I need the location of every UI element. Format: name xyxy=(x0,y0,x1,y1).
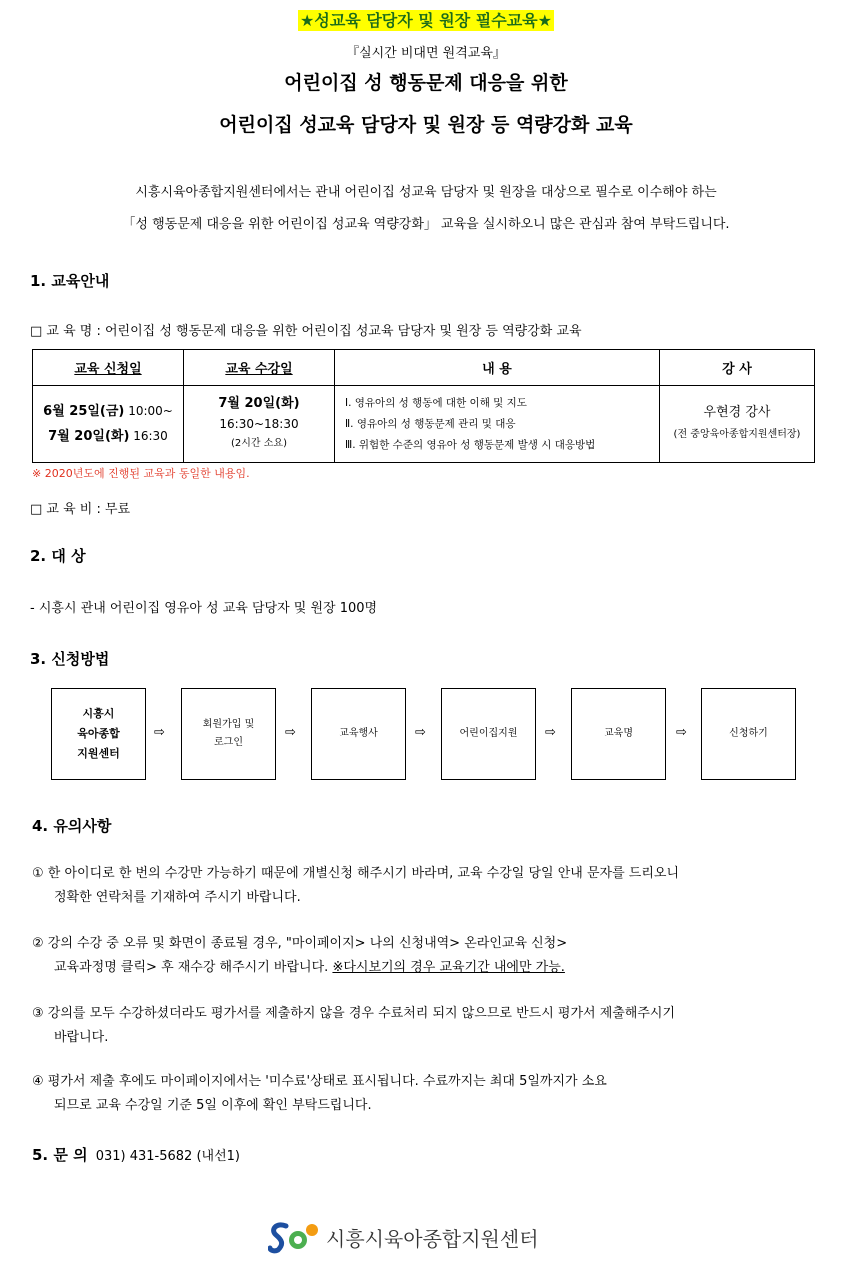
flow-arrow-icon: ⇨ xyxy=(154,725,165,740)
section5-heading: 5. 문 의 xyxy=(32,1146,88,1164)
required-badge xyxy=(0,8,852,31)
intro-line1: 시흥시육아종합지원센터에서는 관내 어린이집 성교육 담당자 및 원장을 대상으로 필수로 이수해야 하는 xyxy=(135,185,717,200)
intro-line2: 「성 행동문제 대응을 위한 어린이집 성교육 역량강화」 교육을 실시하오니 많은 관심과 참여 부탁드립니다. xyxy=(122,217,730,232)
org-logo-icon xyxy=(268,1220,320,1254)
content-item: Ⅰ. 영유아의 성 행동에 대한 이해 및 지도 xyxy=(345,396,527,409)
content-item: Ⅲ. 위험한 수준의 영유아 성 행동문제 발생 시 대응방법 xyxy=(345,438,596,451)
course-name: □ 교 육 명 : 어린이집 성 행동문제 대응을 위한 어린이집 성교육 담당자 및 원장 등 역량강화 교육 xyxy=(30,324,582,339)
contact-phone: 031) 431-5682 (내선1) xyxy=(95,1149,240,1164)
org-logo xyxy=(268,1220,539,1254)
section1-heading: 1. 교육안내 xyxy=(30,272,110,290)
flow-step-apply: 신청하기 xyxy=(701,688,796,780)
required-badge-text: ★성교육 담당자 및 원장 필수교육★ xyxy=(300,11,552,30)
previous-course-note: ※ 2020년도에 진행된 교육과 동일한 내용임. xyxy=(32,467,250,480)
notice-1: ① 한 아이디로 한 번의 수강만 가능하기 때문에 개별신청 해주시기 바라며, 교육 수강일 당일 안내 문자를 드리오니 정확한 연락처를 기재하여 주시기 바랍니다. xyxy=(32,866,680,905)
section4-heading: 4. 유의사항 xyxy=(32,817,112,835)
notice-2: ② 강의 수강 중 오류 및 화면이 종료될 경우, "마이페이지> 나의 신청내역> 온라인교육 신청> 교육과정명 클릭> 후 재수강 해주시기 바랍니다. ※다시보기의 경우 교육기간 내에만 가능. xyxy=(32,936,568,975)
apply-date-cell: 6월 25일(금) 10:00~ 7월 20일(화) 16:30 xyxy=(33,386,184,463)
education-table xyxy=(32,349,815,463)
education-fee: □ 교 육 비 : 무료 xyxy=(30,502,131,517)
header-apply-date: 교육 신청일 xyxy=(33,350,184,386)
flow-step-center: 시흥시 육아종합 지원센터 xyxy=(51,688,146,780)
flow-step-daycare-support: 어린이집지원 xyxy=(441,688,536,780)
flow-arrow-icon: ⇨ xyxy=(285,725,296,740)
section3-heading: 3. 신청방법 xyxy=(30,650,110,668)
flow-step-course-name: 교육명 xyxy=(571,688,666,780)
instructor-cell: 우현경 강사 (전 중앙육아종합지원센터장) xyxy=(660,386,815,463)
header-contents: 내 용 xyxy=(335,350,660,386)
content-item: Ⅱ. 영유아의 성 행동문제 관리 및 대응 xyxy=(345,417,516,430)
flow-arrow-icon: ⇨ xyxy=(545,725,556,740)
contact-line xyxy=(32,1144,240,1165)
flow-arrow-icon: ⇨ xyxy=(415,725,426,740)
table-header-row xyxy=(33,350,815,386)
title-line1: 어린이집 성 행동문제 대응을 위한 xyxy=(284,72,568,94)
header-attend-date: 교육 수강일 xyxy=(184,350,335,386)
section2-heading: 2. 대 상 xyxy=(30,547,86,565)
header-instructor: 강 사 xyxy=(660,350,815,386)
subtitle: 『실시간 비대면 원격교육』 xyxy=(346,46,506,61)
flow-step-login: 회원가입 및 로그인 xyxy=(181,688,276,780)
title-line2: 어린이집 성교육 담당자 및 원장 등 역량강화 교육 xyxy=(219,114,633,136)
contents-cell xyxy=(335,386,660,463)
table-row xyxy=(33,386,815,463)
flow-step-events: 교육행사 xyxy=(311,688,406,780)
attend-date-cell: 7월 20일(화) 16:30~18:30 (2시간 소요) xyxy=(184,386,335,463)
target-audience: - 시흥시 관내 어린이집 영유아 성 교육 담당자 및 원장 100명 xyxy=(30,601,378,616)
org-name: 시흥시육아종합지원센터 xyxy=(326,1226,539,1251)
flow-arrow-icon: ⇨ xyxy=(676,725,687,740)
notice-4: ④ 평가서 제출 후에도 마이페이지에서는 '미수료'상태로 표시됩니다. 수료까지는 최대 5일까지가 소요 되므로 교육 수강일 기준 5일 이후에 확인 부탁드립니다. xyxy=(32,1074,607,1113)
notice-3: ③ 강의를 모두 수강하셨더라도 평가서를 제출하지 않을 경우 수료처리 되지 않으므로 반드시 평가서 제출해주시기 바랍니다. xyxy=(32,1006,676,1045)
